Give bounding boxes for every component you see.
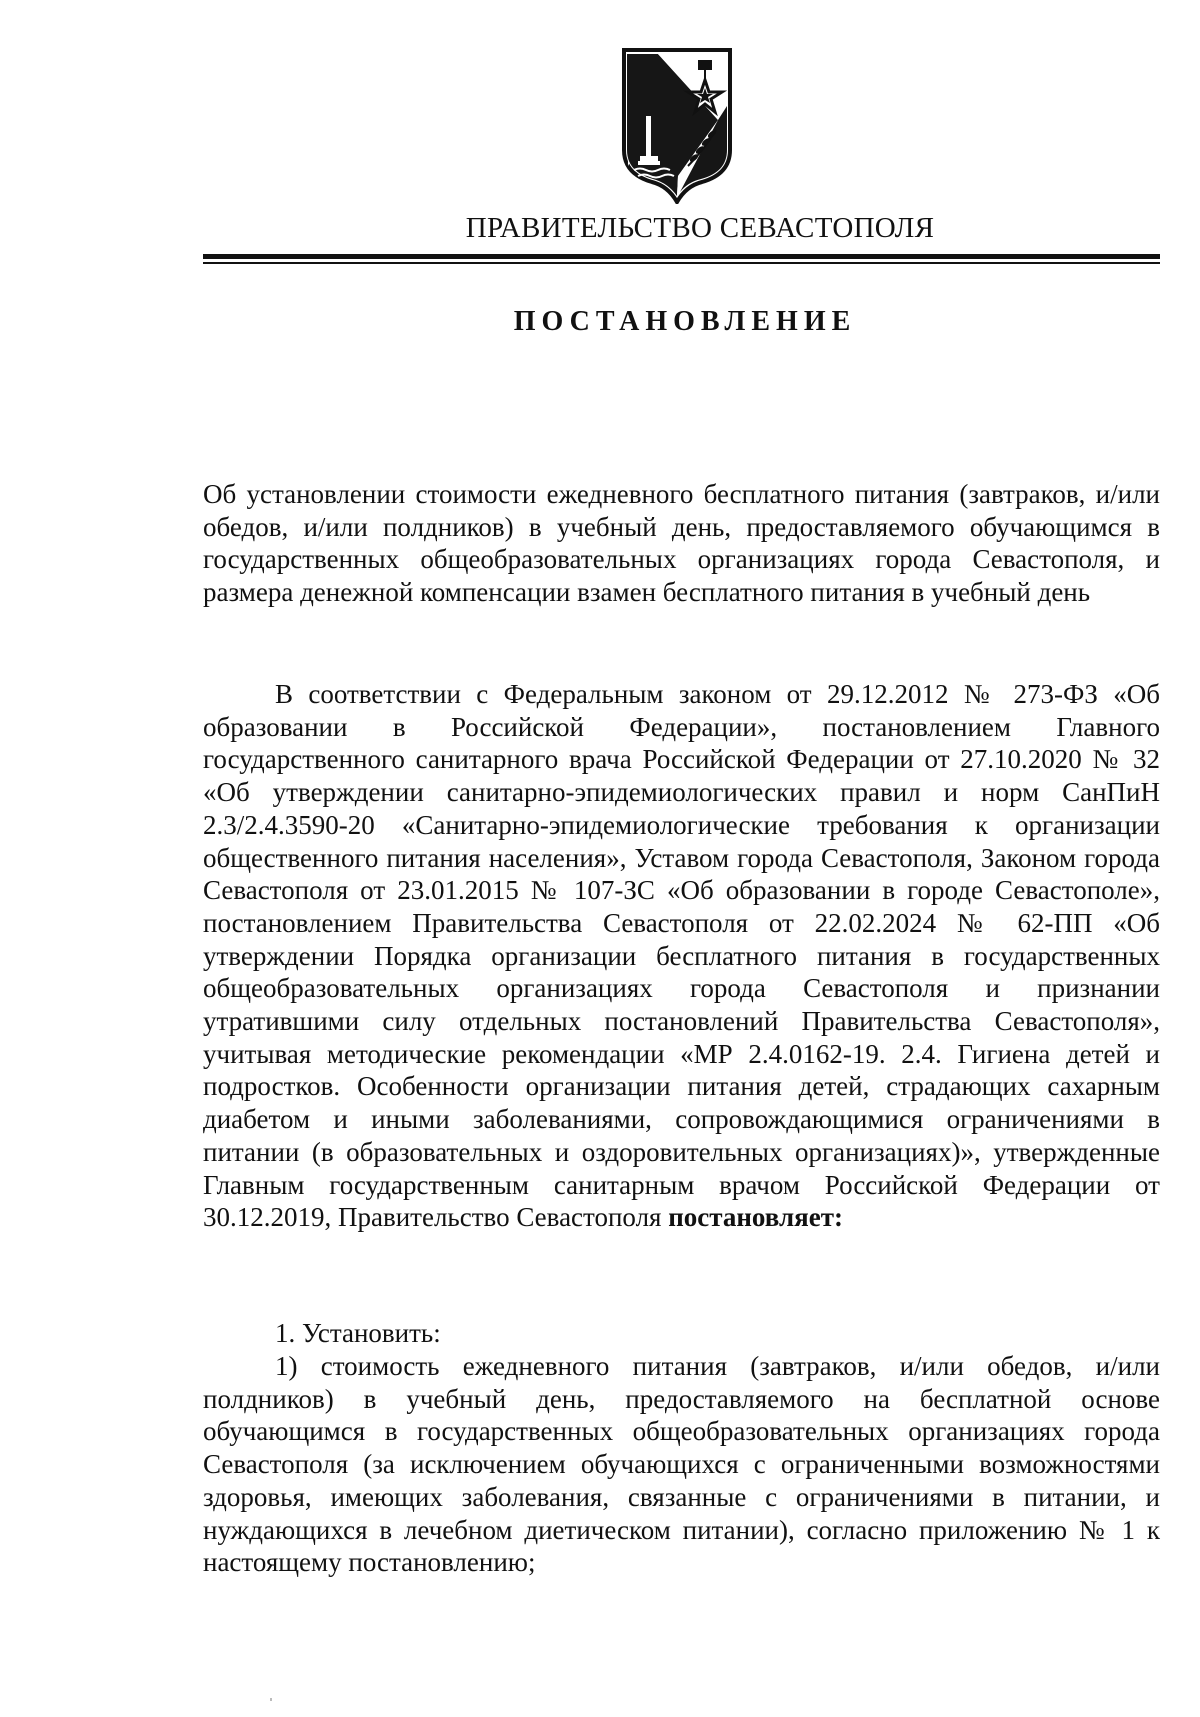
organization-name: ПРАВИТЕЛЬСТВО СЕВАСТОПОЛЯ	[465, 212, 935, 244]
document-type-title: ПОСТАНОВЛЕНИЕ	[513, 306, 857, 337]
sevastopol-coat-of-arms-icon	[618, 46, 736, 204]
subitem-text: 1) стоимость ежедневного питания (завтраков, и/или обедов, и/или полдников) в учебный день, предоставляемого на бесплатной основе обучающимся в государственных общеобразовательных организациях города Севастополя (за исключением обучающихся с ограниченными возможностями здоровья, имеющих заболевания, связанные с ограничениями в питании, и нуждающихся в лечебном диетическом питании), согласно приложению № 1 к настоящему постановлению;	[203, 1351, 1160, 1578]
document-subject	[203, 478, 1160, 609]
subject-text: Об установлении стоимости ежедневного бесплатного питания (завтраков, и/или обедов, и/или полдников) в учебный день, предоставляемого обучающимся в государственных общеобразовательных организациях города Севастополя, и размера денежной компенсации взамен бесплатного питания в учебный день	[203, 479, 1160, 608]
preamble-text: В соответствии с Федеральным законом от 29.12.2012 № 273-ФЗ «Об образовании в Российской Федерации», постановлением Главного государственного санитарного врача Российской Федерации от 27.10.2020 № 32 «Об утверждении санитарно-эпидемиологических правил и норм СанПиН 2.3/2.4.3590-20 «Санитарно-эпидемиологические требования к организации общественного питания населения», Уставом города Севастополя, Законом города Севастополя от 23.01.2015 № 107-ЗС «Об образовании в городе Севастополе», постановлением Правительства Севастополя от 22.02.2024 № 62-ПП «Об утверждении Порядка организации бесплатного питания в государственных общеобразовательных организациях города Севастополя и признании утратившими силу отдельных постановлений Правительства Севастополя», учитывая методические рекомендации «МР 2.4.0162-19. 2.4. Гигиена детей и подростков. Особенности организации питания детей, страдающих сахарным диабетом и иными заболеваниями, сопровождающимися ограничениями в питании (в образовательных и оздоровительных организациях)», утвержденные Главным государственным санитарным врачом Российской Федерации от 30.12.2019, Правительство Севастополя	[203, 679, 1160, 1233]
scan-speck	[270, 1698, 272, 1701]
preamble-paragraph	[203, 678, 1160, 1234]
item-1-subitem-1	[203, 1350, 1160, 1579]
item-1-heading	[203, 1317, 1160, 1350]
decision-word: постановляет:	[668, 1202, 843, 1233]
header-double-rule	[203, 254, 1160, 264]
item-heading-text: 1. Установить:	[275, 1318, 441, 1348]
